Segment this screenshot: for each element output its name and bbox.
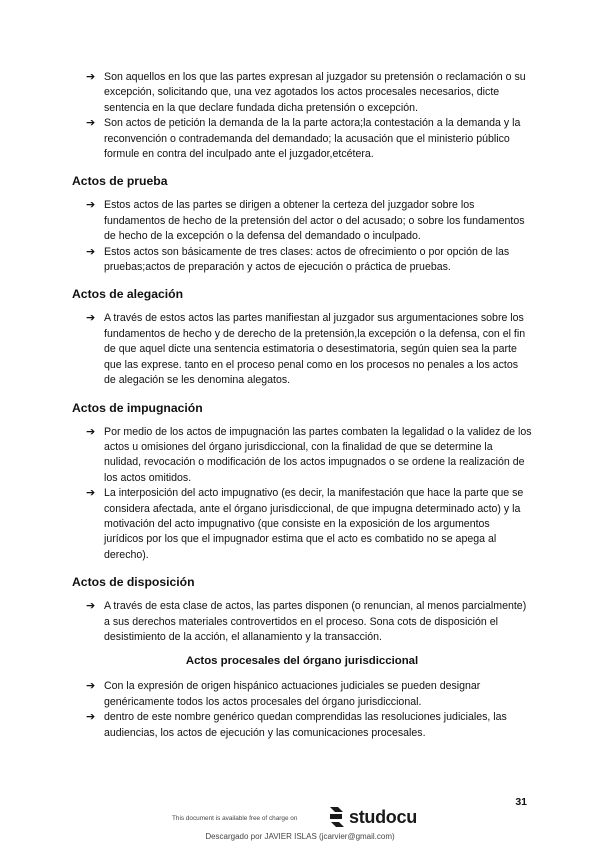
list-item: ➔ A través de esta clase de actos, las partes disponen (o renuncian, al menos parcialmente) a sus derechos materiales controvertidos en el proceso. Sona cots de disposición el desistimiento de la acción, el allanamiento y la transacción. <box>86 599 532 645</box>
page-number: 31 <box>515 796 527 808</box>
section-title-impugnacion: Actos de impugnación <box>72 400 203 415</box>
arrow-right-icon: ➔ <box>86 680 96 693</box>
arrow-right-icon: ➔ <box>86 117 96 130</box>
list-item: ➔ Son actos de petición la demanda de la la parte actora;la contestación a la demanda y la reconvención o contrademanda del demandado; la acusación que el ministerio público formule en contra del inculpado ante el juzgador,etcétera. <box>86 116 532 162</box>
list-item: ➔ La interposición del acto impugnativo (es decir, la manifestación que hace la parte que se considera afectada, ante el órgano jurisdiccional, de que impugna determinado acto) y la motivación del acto impugnativo (que consiste en la exposición de los argumentos jurídicos por los que el impugnador estima que el acto es combatido no se apega al derecho). <box>86 486 532 563</box>
section-title-disposicion: Actos de disposición <box>72 575 195 590</box>
downloaded-by-text: Descargado por JAVIER ISLAS (jcarvier@gmail.com) <box>205 832 395 841</box>
arrow-right-icon: ➔ <box>86 600 96 613</box>
impugnacion-list <box>86 425 532 564</box>
alegacion-list <box>86 311 532 388</box>
prueba-list <box>86 198 532 275</box>
list-item: ➔ Estos actos de las partes se dirigen a obtener la certeza del juzgador sobre los fundamentos de hecho de la pretensión del actor o del acusado; o sobre los fundamentos de hecho de la excepción o la defensa del demandado o inculpado. <box>86 198 532 244</box>
arrow-right-icon: ➔ <box>86 711 96 724</box>
section-title-organo: Actos procesales del órgano jurisdiccional <box>185 655 419 668</box>
arrow-right-icon: ➔ <box>86 425 96 438</box>
arrow-right-icon: ➔ <box>86 245 96 258</box>
section-title-prueba: Actos de prueba <box>72 174 168 189</box>
arrow-right-icon: ➔ <box>86 487 96 500</box>
arrow-right-icon: ➔ <box>86 71 96 83</box>
arrow-right-icon: ➔ <box>86 199 96 212</box>
list-item: ➔ dentro de este nombre genérico quedan comprendidas las resoluciones judiciales, las audiencias, los actos de ejecución y las comunicaciones procesales. <box>86 710 532 741</box>
list-item: ➔ A través de estos actos las partes manifiestan al juzgador sus argumentaciones sobre los fundamentos de hecho y de derecho de la pretensión,la excepción o la defensa, con el fin de que aquel dicte una sentencia estimatoria o desestimatoria, según quien sea la parte que las exprese. tanto en el proceso penal como en los procesos no penales a los actos de alegación se les denomina alegatos. <box>86 311 532 388</box>
section-title-alegacion: Actos de alegación <box>72 287 184 302</box>
page-content <box>72 70 532 741</box>
studocu-brand-text: studocu <box>349 806 417 827</box>
list-item: ➔ Con la expresión de origen hispánico actuaciones judiciales se pueden designar genéricamente todos los actos procesales del órgano jurisdiccional. <box>86 679 532 710</box>
list-item: ➔ Son aquellos en los que las partes expresan al juzgador su pretensión o reclamación o su excepción, solicitando que, una vez agotados los actos procesales necesarios, dicte sentencia en la que declare fundada dicha pretensión o excepción. <box>86 70 532 116</box>
studocu-logo-icon <box>328 806 346 828</box>
organo-list <box>86 679 532 741</box>
studocu-footer <box>170 806 440 830</box>
list-item: ➔ Por medio de los actos de impugnación las partes combaten la legalidad o la validez de los actos u omisiones del órgano jurisdiccional, con la finalidad de que se determine la nulidad, revocación o modificación de los actos impugnados o se ordene la realización de los actos omitidos. <box>86 425 532 487</box>
intro-list <box>86 70 532 162</box>
available-free-text: This document is available free of charge on <box>172 815 298 822</box>
studocu-logo-link[interactable] <box>328 806 417 828</box>
list-item: ➔ Estos actos son básicamente de tres clases: actos de ofrecimiento o por opción de las pruebas;actos de preparación y actos de ejecución o práctica de pruebas. <box>86 245 532 276</box>
disposicion-list <box>86 599 532 645</box>
arrow-right-icon: ➔ <box>86 312 96 325</box>
